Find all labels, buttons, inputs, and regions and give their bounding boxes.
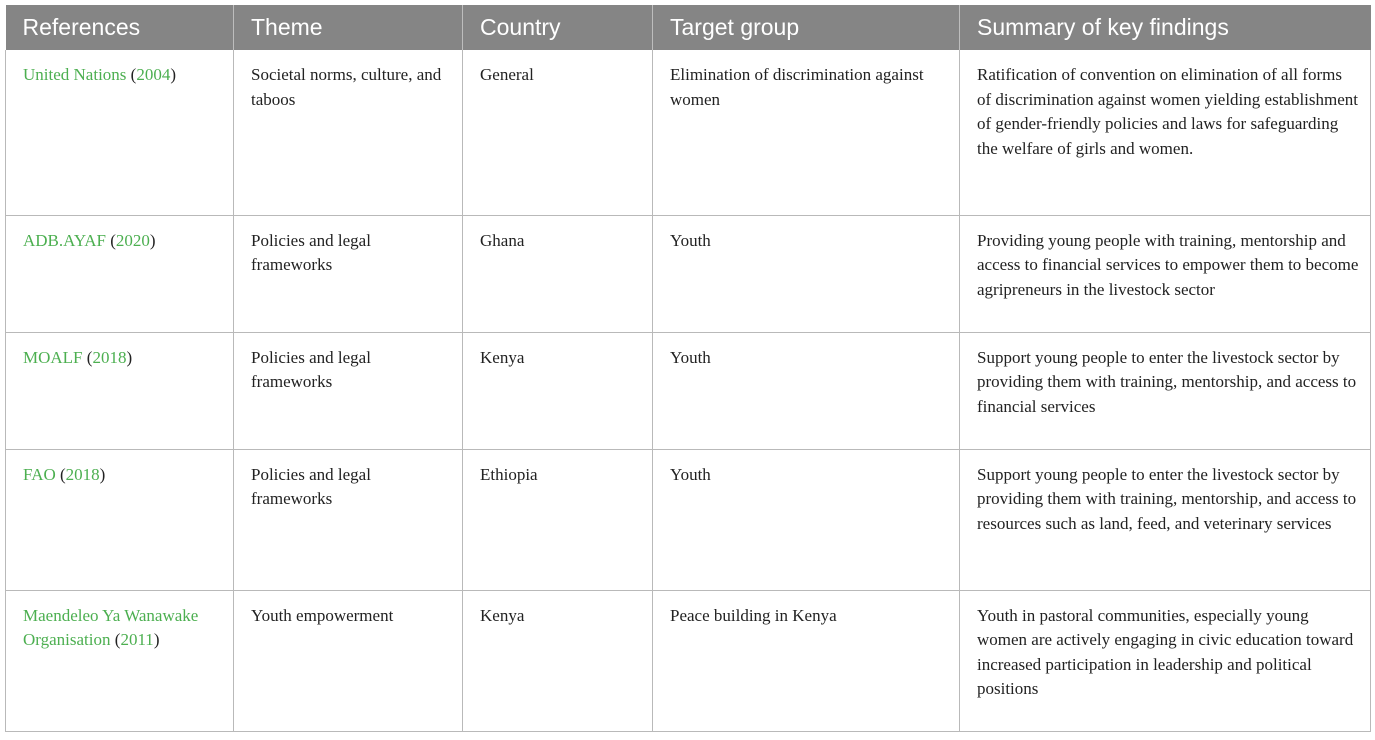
- target-group-cell: Elimination of discrimination against women: [653, 50, 960, 215]
- theme-cell: Youth empowerment: [234, 590, 463, 731]
- country-cell: Kenya: [463, 332, 653, 449]
- header-theme: Theme: [234, 5, 463, 50]
- header-summary: Summary of key findings: [960, 5, 1371, 50]
- reference-paren-open: (: [55, 464, 66, 484]
- reference-year-link[interactable]: 2020: [115, 230, 150, 250]
- theme-cell: Policies and legal frameworks: [234, 332, 463, 449]
- reference-paren-close: ): [149, 230, 156, 250]
- table-row: [6, 332, 1371, 449]
- summary-cell: Ratification of convention on elimination of all forms of discrimination against women yielding establishment of gender-friendly policies and laws for safeguarding the welfare of girls and women.: [960, 50, 1371, 215]
- reference-cell: [6, 332, 234, 449]
- header-target-group: Target group: [653, 5, 960, 50]
- reference-cell: [6, 215, 234, 332]
- findings-table: [5, 5, 1371, 732]
- summary-cell: Support young people to enter the livestock sector by providing them with training, mentorship, and access to financial services: [960, 332, 1371, 449]
- country-cell: Ghana: [463, 215, 653, 332]
- reference-paren-open: (: [105, 230, 116, 250]
- header-country: Country: [463, 5, 653, 50]
- summary-cell: Youth in pastoral communities, especially young women are actively engaging in civic education toward increased participation in leadership and political positions: [960, 590, 1371, 731]
- table-body: [6, 50, 1371, 731]
- theme-cell: Societal norms, culture, and taboos: [234, 50, 463, 215]
- target-group-cell: Youth: [653, 332, 960, 449]
- reference-author-link[interactable]: MOALF: [23, 347, 83, 367]
- reference-author-link[interactable]: FAO: [23, 464, 56, 484]
- reference-year-link[interactable]: 2004: [136, 65, 171, 84]
- reference-cell: [6, 50, 234, 215]
- reference-year-link[interactable]: 2018: [92, 347, 127, 367]
- table-row: [6, 50, 1371, 215]
- theme-cell: Policies and legal frameworks: [234, 449, 463, 590]
- reference-paren-close: ): [153, 630, 160, 650]
- reference-author-link[interactable]: United Nations: [23, 65, 127, 84]
- reference-paren-close: ): [126, 347, 133, 367]
- table-row: [6, 449, 1371, 590]
- target-group-cell: Youth: [653, 449, 960, 590]
- reference-year-link[interactable]: 2018: [65, 464, 100, 484]
- reference-cell: [6, 449, 234, 590]
- summary-cell: Providing young people with training, mentorship and access to financial services to empower them to become agripreneurs in the livestock sector: [960, 215, 1371, 332]
- summary-cell: Support young people to enter the livestock sector by providing them with training, mentorship, and access to resources such as land, feed, and veterinary services: [960, 449, 1371, 590]
- reference-paren-open: (: [82, 347, 93, 367]
- reference-author-link[interactable]: ADB.AYAF: [23, 230, 106, 250]
- reference-paren-open: (: [110, 630, 121, 650]
- table-row: [6, 215, 1371, 332]
- table-row: [6, 590, 1371, 731]
- reference-cell: [6, 590, 234, 731]
- country-cell: Kenya: [463, 590, 653, 731]
- target-group-cell: Peace building in Kenya: [653, 590, 960, 731]
- reference-year-link[interactable]: 2011: [120, 630, 154, 650]
- target-group-cell: Youth: [653, 215, 960, 332]
- reference-author-link[interactable]: Maendeleo Ya Wanawake Organisation: [23, 605, 199, 650]
- reference-paren-close: ): [99, 464, 106, 484]
- country-cell: Ethiopia: [463, 449, 653, 590]
- country-cell: General: [463, 50, 653, 215]
- theme-cell: Policies and legal frameworks: [234, 215, 463, 332]
- reference-paren-close: ): [170, 65, 176, 84]
- reference-paren-open: (: [126, 65, 137, 84]
- header-references: References: [6, 5, 234, 50]
- table-header: [6, 5, 1371, 50]
- header-row: [6, 5, 1371, 50]
